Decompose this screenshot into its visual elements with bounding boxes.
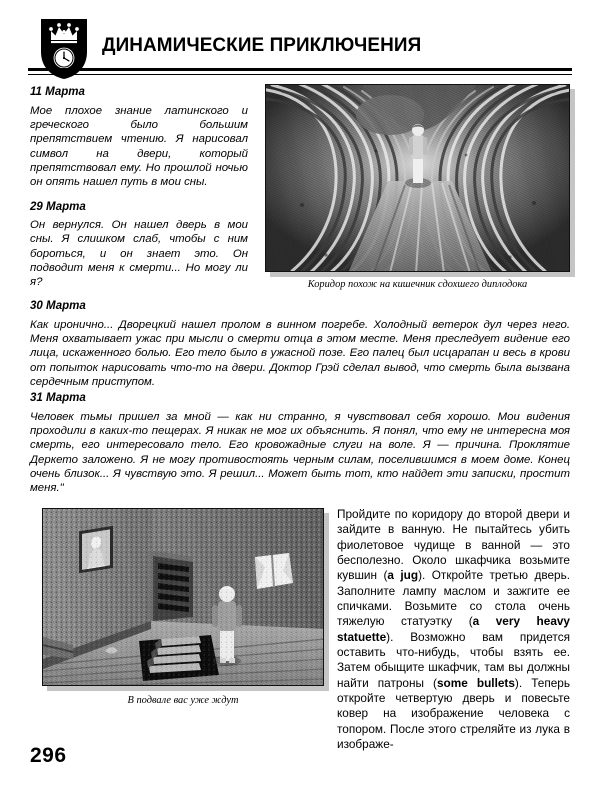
dateline-29-march: 29 Марта — [30, 200, 86, 213]
cave-corridor-screenshot — [265, 84, 570, 272]
walkthrough-term: a jug — [387, 568, 419, 583]
header-rule-thick — [28, 68, 572, 71]
diary-block-30-march — [30, 300, 570, 400]
figure-corridor — [265, 84, 570, 290]
walkthrough-column — [337, 507, 570, 752]
page-number: 296 — [30, 744, 67, 767]
caption-corridor: Коридор похож на кишечник сдохшего диплодока — [307, 279, 528, 290]
dateline-31-march: 31 Марта — [30, 392, 86, 404]
diary-column-left — [30, 86, 248, 301]
diary-block-31-march — [30, 392, 570, 507]
walkthrough-term: some bullets — [436, 675, 515, 690]
diary-entry-11-march: Мое плохое знание латинского и греческого было большим препятствием чтению. Я нарисовал символ на двери, который препятствовал ему. Но прошлой ночью он опять нашел путь в мои сны. — [30, 104, 248, 189]
walkthrough-paragraph — [337, 507, 570, 752]
cellar-room-art — [43, 509, 324, 686]
dateline-30-march: 30 Марта — [30, 300, 86, 312]
walkthrough-text-run: Пройдите по коридору до второй двери и зайдите в ванную. Не пытайтесь убить фиолетовое чудище в ванной — это бесполезно. Около шкафчика возьмите кувшин ( — [337, 507, 570, 583]
dateline-11-march: 11 Марта — [30, 86, 85, 98]
header-rule-thin — [28, 74, 572, 75]
page-title: ДИНАМИЧЕСКИЕ ПРИКЛЮЧЕНИЯ — [102, 34, 422, 56]
walkthrough-text-run: ). Теперь откройте четвертую дверь и повесьте ковер на изображение человека с топором. После этого стреляйте из лука в изображе- — [337, 675, 570, 751]
caption-cellar: В подвале вас уже ждут — [127, 695, 239, 706]
walkthrough-text-run: ). Откройте третью дверь. Заполните лампу маслом и зажгите ее спичками. Возьмите со стола очень тяжелую статуэтку ( — [337, 568, 571, 629]
cellar-room-screenshot — [42, 508, 324, 686]
diary-entry-29-march: Он вернулся. Он нашел дверь в мои сны. Я слишком слаб, чтобы с ним бороться, и он знает это. Он подводит меня к смерти... Но могу ли я? — [30, 219, 248, 289]
diary-entry-30-march: Как иронично... Дворецкий нашел пролом в винном погребе. Холодный ветерок дул через него. Меня охватывает ужас при мысли о смерти отца в этом месте. Меня преследует видение его лица, искаженного болью. Его тело было в ужасной позе. Его палец был исцарапан и весь в крови от попыток нарисовать что-то на двери. Доктор Грэй сделал вывод, что смерть была вызвана сердечным приступом. — [30, 318, 570, 388]
diary-entry-31-march: Человек тьмы пришел за мной — как ни странно, я чувствовал себя хорошо. Мои видения проходили в каких-то пещерах. Я никак не мог их объяснить. Я понял, что ему не интересна моя смерть, его интересовало тело. Его кровожадные слуги на воле. Я — причина. Проклятие Деркето заложено. Я не могу противостоять черным силам, поселившимся в моем доме. Конец очень близок... Я чувствую это. Я решил... Может быть тот, кто найдет эти записки, простит меня." — [30, 410, 570, 495]
walkthrough-text-run: ). Возможно вам придется оставить что-нибудь, чтобы взять ее. Затем обыщите шкафчик, там вы должны найти патроны ( — [337, 629, 570, 690]
figure-cellar — [42, 508, 324, 706]
walkthrough-term: a very heavy statuette — [337, 614, 570, 644]
cave-corridor-art — [266, 85, 570, 272]
page-header — [28, 16, 572, 78]
